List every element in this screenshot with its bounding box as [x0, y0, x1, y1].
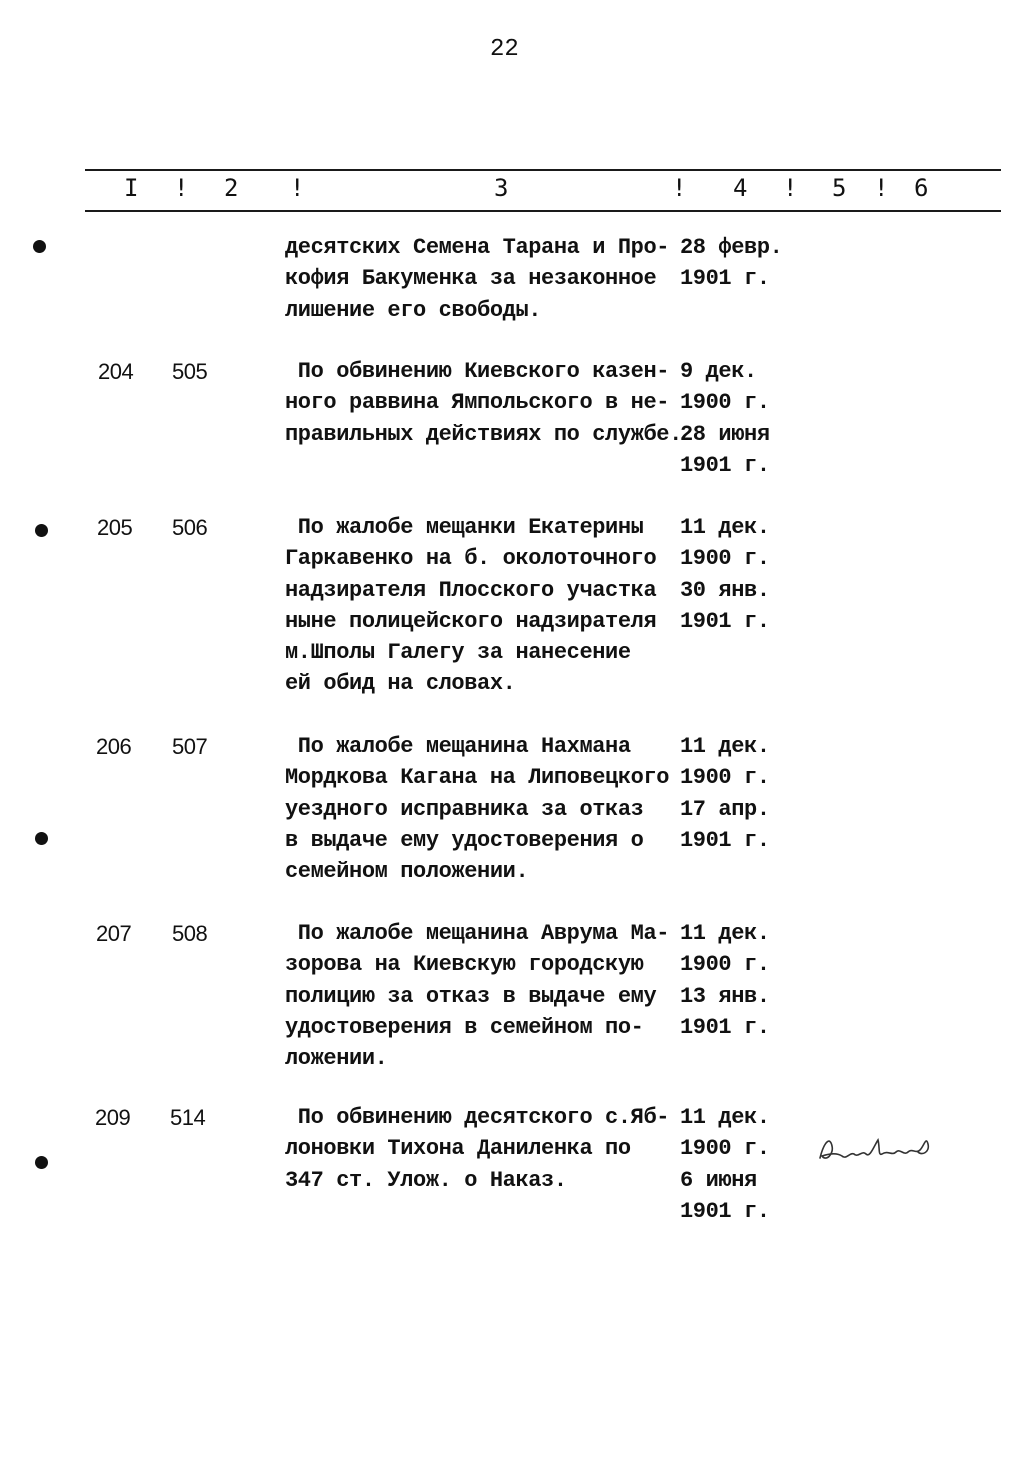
- entry-number: 206: [96, 734, 132, 759]
- header-separator: !: [672, 174, 687, 202]
- entry-dates: 11 дек. 1900 г. 6 июня 1901 г.: [680, 1105, 770, 1224]
- punch-hole: [35, 832, 48, 845]
- table-top-rule: [85, 169, 1001, 171]
- page-number: 22: [490, 36, 519, 63]
- header-separator: !: [874, 174, 889, 202]
- file-number: 514: [170, 1105, 206, 1130]
- header-col-1: I: [124, 174, 139, 202]
- punch-hole: [33, 240, 46, 253]
- header-col-6: 6: [914, 174, 929, 202]
- punch-hole: [35, 524, 48, 537]
- header-separator: !: [174, 174, 189, 202]
- file-number: 506: [172, 515, 208, 540]
- entry-dates: 28 февр. 1901 г.: [680, 235, 783, 292]
- entry-description: По жалобе мещанки Екатерины Гаркавенко на б. околоточного надзирателя Плосского участка ныне полицейского надзирателя м.Шполы Галегу за нанесение ей обид на словах.: [285, 515, 657, 697]
- entry-dates: 9 дек. 1900 г. 28 июня 1901 г.: [680, 359, 770, 478]
- file-number: 505: [172, 359, 208, 384]
- header-col-5: 5: [832, 174, 847, 202]
- header-separator: !: [290, 174, 305, 202]
- entry-dates: 11 дек. 1900 г. 30 янв. 1901 г.: [680, 515, 770, 634]
- entry-number: 205: [97, 515, 133, 540]
- entry-description: По обвинению Киевского казен- ного раввина Ямпольского в не- правильных действиях по службе.: [285, 359, 682, 447]
- entry-description: десятских Семена Тарана и Про- кофия Бакуменка за незаконное лишение его свободы.: [285, 235, 670, 323]
- entry-dates: 11 дек. 1900 г. 17 апр. 1901 г.: [680, 734, 770, 853]
- handwritten-annotation: [812, 1124, 942, 1172]
- table-header: [0, 174, 1024, 206]
- entry-dates: 11 дек. 1900 г. 13 янв. 1901 г.: [680, 921, 770, 1040]
- entry-description: По жалобе мещанина Аврума Ма- зорова на Киевскую городскую полицию за отказ в выдаче ему удостоверения в семейном по- ложении.: [285, 921, 670, 1072]
- file-number: 507: [172, 734, 208, 759]
- entry-description: По жалобе мещанина Нахмана Мордкова Кагана на Липовецкого уездного исправника за отказ в выдаче ему удостоверения о семейном положении.: [285, 734, 670, 885]
- entry-number: 204: [98, 359, 134, 384]
- signature-stroke: [820, 1140, 928, 1158]
- header-col-4: 4: [733, 174, 748, 202]
- header-col-2: 2: [224, 174, 239, 202]
- header-separator: !: [783, 174, 798, 202]
- file-number: 508: [172, 921, 208, 946]
- entry-number: 207: [96, 921, 132, 946]
- punch-hole: [35, 1156, 48, 1169]
- entry-number: 209: [95, 1105, 131, 1130]
- entry-description: По обвинению десятского с.Яб- лоновки Тихона Даниленка по 347 ст. Улож. о Наказ.: [285, 1105, 670, 1193]
- header-col-3: 3: [494, 174, 509, 202]
- table-header-rule: [85, 210, 1001, 212]
